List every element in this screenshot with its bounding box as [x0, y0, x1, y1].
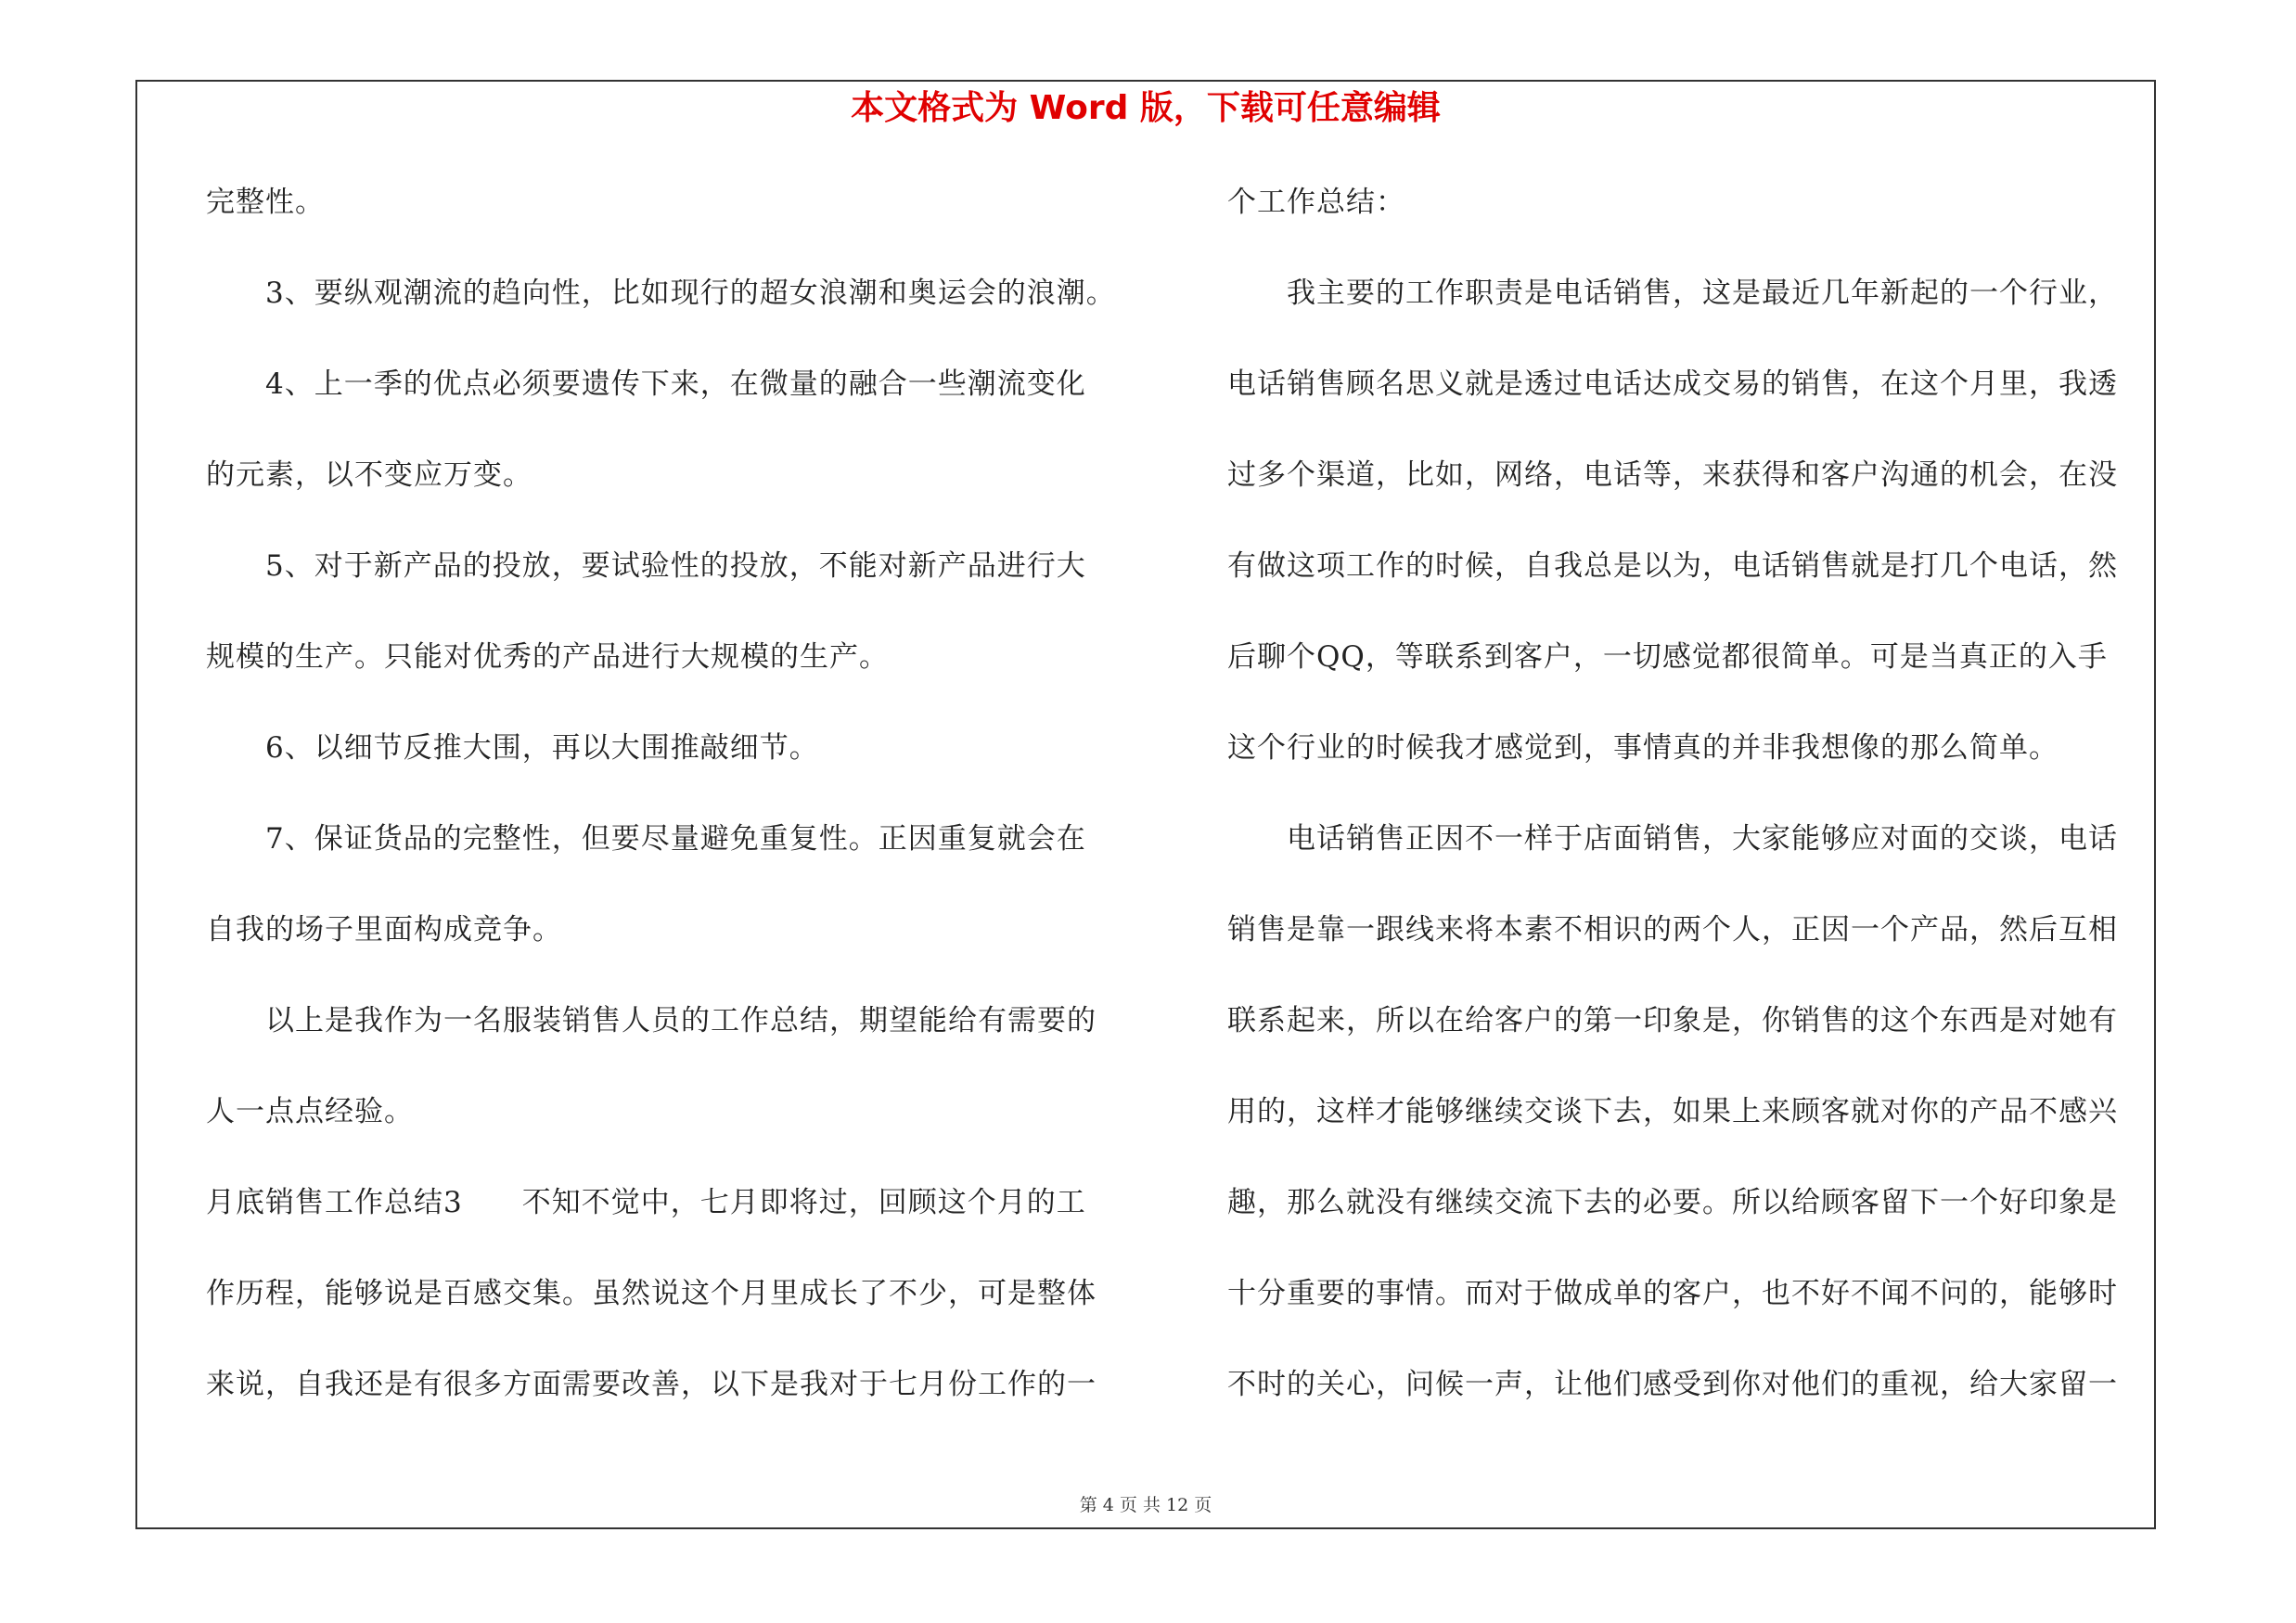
text-line: 完整性。 [206, 186, 325, 219]
editable-word-banner: 本文格式为 Word 版，下载可任意编辑 [851, 89, 1441, 127]
text-line: 6、以细节反推大围，再以大围推敲细节。 [206, 731, 819, 765]
text-line: 以上是我作为一名服装销售人员的工作总结，期望能给有需要的 [206, 1004, 1097, 1037]
text-line: 4、上一季的优点必须要遗传下来，在微量的融合一些潮流变化 [206, 367, 1086, 401]
text-line: 来说，自我还是有很多方面需要改善，以下是我对于七月份工作的一 [206, 1368, 1097, 1401]
text-line: 的元素，以不变应万变。 [206, 458, 532, 492]
text-line: 联系起来，所以在给客户的第一印象是，你销售的这个东西是对她有 [1227, 1004, 2118, 1037]
text-line: 过多个渠道，比如，网络，电话等，来获得和客户沟通的机会，在没 [1227, 458, 2118, 492]
text-line: 我主要的工作职责是电话销售，这是最近几年新起的一个行业， [1227, 277, 2118, 310]
text-line: 不时的关心，问候一声，让他们感受到你对他们的重视，给大家留一 [1227, 1368, 2118, 1401]
text-line: 规模的生产。只能对优秀的产品进行大规模的生产。 [206, 640, 889, 674]
page-number: 第 4 页 共 12 页 [1079, 1495, 1212, 1515]
text-line: 个工作总结： [1227, 186, 1405, 219]
text-line: 作历程，能够说是百感交集。虽然说这个月里成长了不少，可是整体 [206, 1277, 1097, 1310]
text-line: 人一点点经验。 [206, 1095, 414, 1128]
text-line: 这个行业的时候我才感觉到，事情真的并非我想像的那么简单。 [1227, 731, 2059, 765]
text-line: 月底销售工作总结3 不知不觉中，七月即将过，回顾这个月的工 [206, 1186, 1086, 1219]
text-line: 3、要纵观潮流的趋向性，比如现行的超女浪潮和奥运会的浪潮。 [206, 277, 1116, 310]
text-line: 自我的场子里面构成竞争。 [206, 913, 562, 947]
text-line: 有做这项工作的时候，自我总是以为，电话销售就是打几个电话，然 [1227, 549, 2118, 583]
text-line: 7、保证货品的完整性，但要尽量避免重复性。正因重复就会在 [206, 822, 1086, 856]
text-line: 用的，这样才能够继续交谈下去，如果上来顾客就对你的产品不感兴 [1227, 1095, 2118, 1128]
text-line: 销售是靠一跟线来将本素不相识的两个人，正因一个产品，然后互相 [1227, 913, 2118, 947]
text-line: 5、对于新产品的投放，要试验性的投放，不能对新产品进行大 [206, 549, 1086, 583]
text-line: 趣，那么就没有继续交流下去的必要。所以给顾客留下一个好印象是 [1227, 1186, 2118, 1219]
text-line: 十分重要的事情。而对于做成单的客户，也不好不闻不问的，能够时 [1227, 1277, 2118, 1310]
text-line: 后聊个QQ，等联系到客户，一切感觉都很简单。可是当真正的入手 [1227, 640, 2108, 674]
text-line: 电话销售正因不一样于店面销售，大家能够应对面的交谈，电话 [1227, 822, 2118, 856]
text-line: 电话销售顾名思义就是透过电话达成交易的销售，在这个月里，我透 [1227, 367, 2118, 401]
